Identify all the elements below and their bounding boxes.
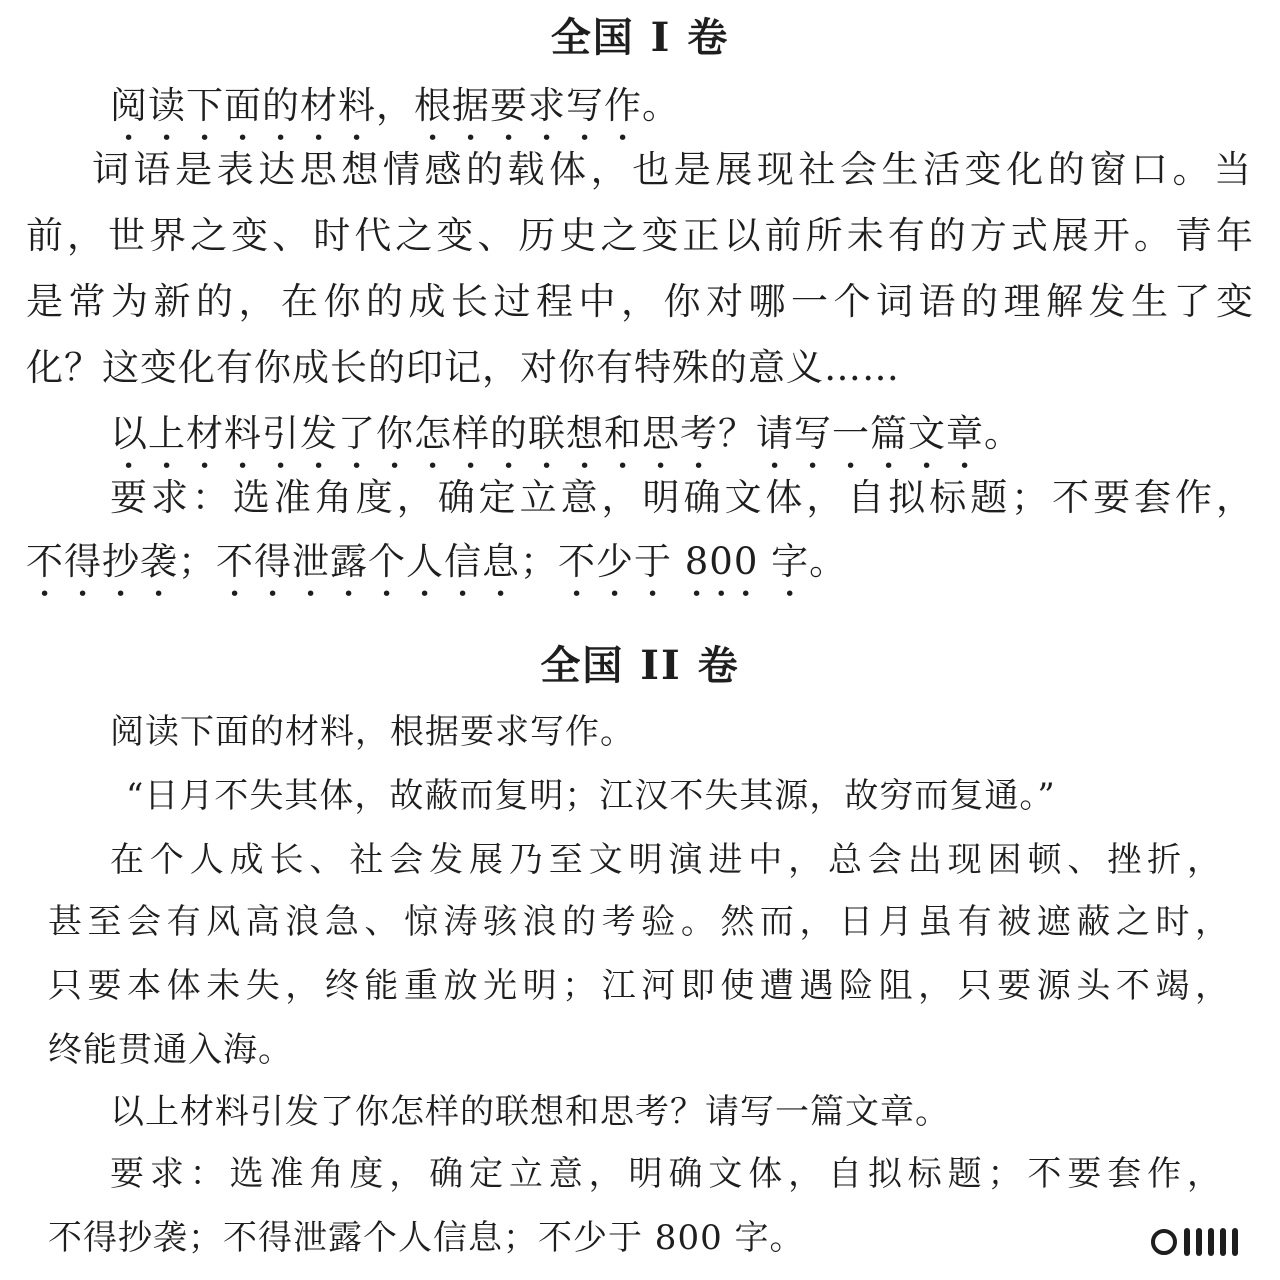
section1-instruction: 阅读下面的材料，根据要求写作。	[110, 84, 680, 127]
section2-material-line: 终能贯通入海。	[48, 1030, 293, 1070]
section2-prompt: 以上材料引发了你怎样的联想和思考？请写一篇文章。	[110, 1092, 950, 1132]
section1-material-line: 前，世界之变、时代之变、历史之变正以前所未有的方式展开。青年	[26, 214, 1254, 257]
section1-prompt: 以上材料引发了你怎样的联想和思考？请写一篇文章。	[110, 412, 1022, 455]
section1-requirements-line: 不得抄袭；不得泄露个人信息；不少于 800 字。	[26, 540, 848, 583]
section2-requirements-line: 不得抄袭；不得泄露个人信息；不少于 800 字。	[48, 1218, 805, 1258]
section2-requirements-line: 要求：选准角度，确定立意，明确文体，自拟标题；不要套作，	[110, 1154, 1222, 1194]
section1-requirements-line: 要求：选准角度，确定立意，明确文体，自拟标题；不要套作，	[110, 476, 1254, 519]
section1-material-line: 词语是表达思想情感的载体，也是展现社会生活变化的窗口。当	[92, 148, 1252, 191]
section2-instruction: 阅读下面的材料，根据要求写作。	[110, 712, 635, 752]
section1-title: 全国 I 卷	[550, 14, 730, 61]
section2-quote: “日月不失其体，故蔽而复明；江汉不失其源，故穷而复通。”	[126, 776, 1056, 816]
weibo-bars-logo-icon	[1150, 1224, 1250, 1260]
section2-material-line: 在个人成长、社会发展乃至文明演进中，总会出现困顿、挫折，	[110, 840, 1222, 880]
section2-material-line: 甚至会有风高浪急、惊涛骇浪的考验。然而，日月虽有被遮蔽之时，	[48, 902, 1230, 942]
section1-material-line: 是常为新的，在你的成长过程中，你对哪一个词语的理解发生了变	[26, 280, 1254, 323]
section2-material-line: 只要本体未失，终能重放光明；江河即使遭遇险阻，只要源头不竭，	[48, 966, 1230, 1006]
section2-title: 全国 II 卷	[540, 642, 740, 689]
section1-material-line: 化？这变化有你成长的印记，对你有特殊的意义……	[26, 346, 900, 389]
